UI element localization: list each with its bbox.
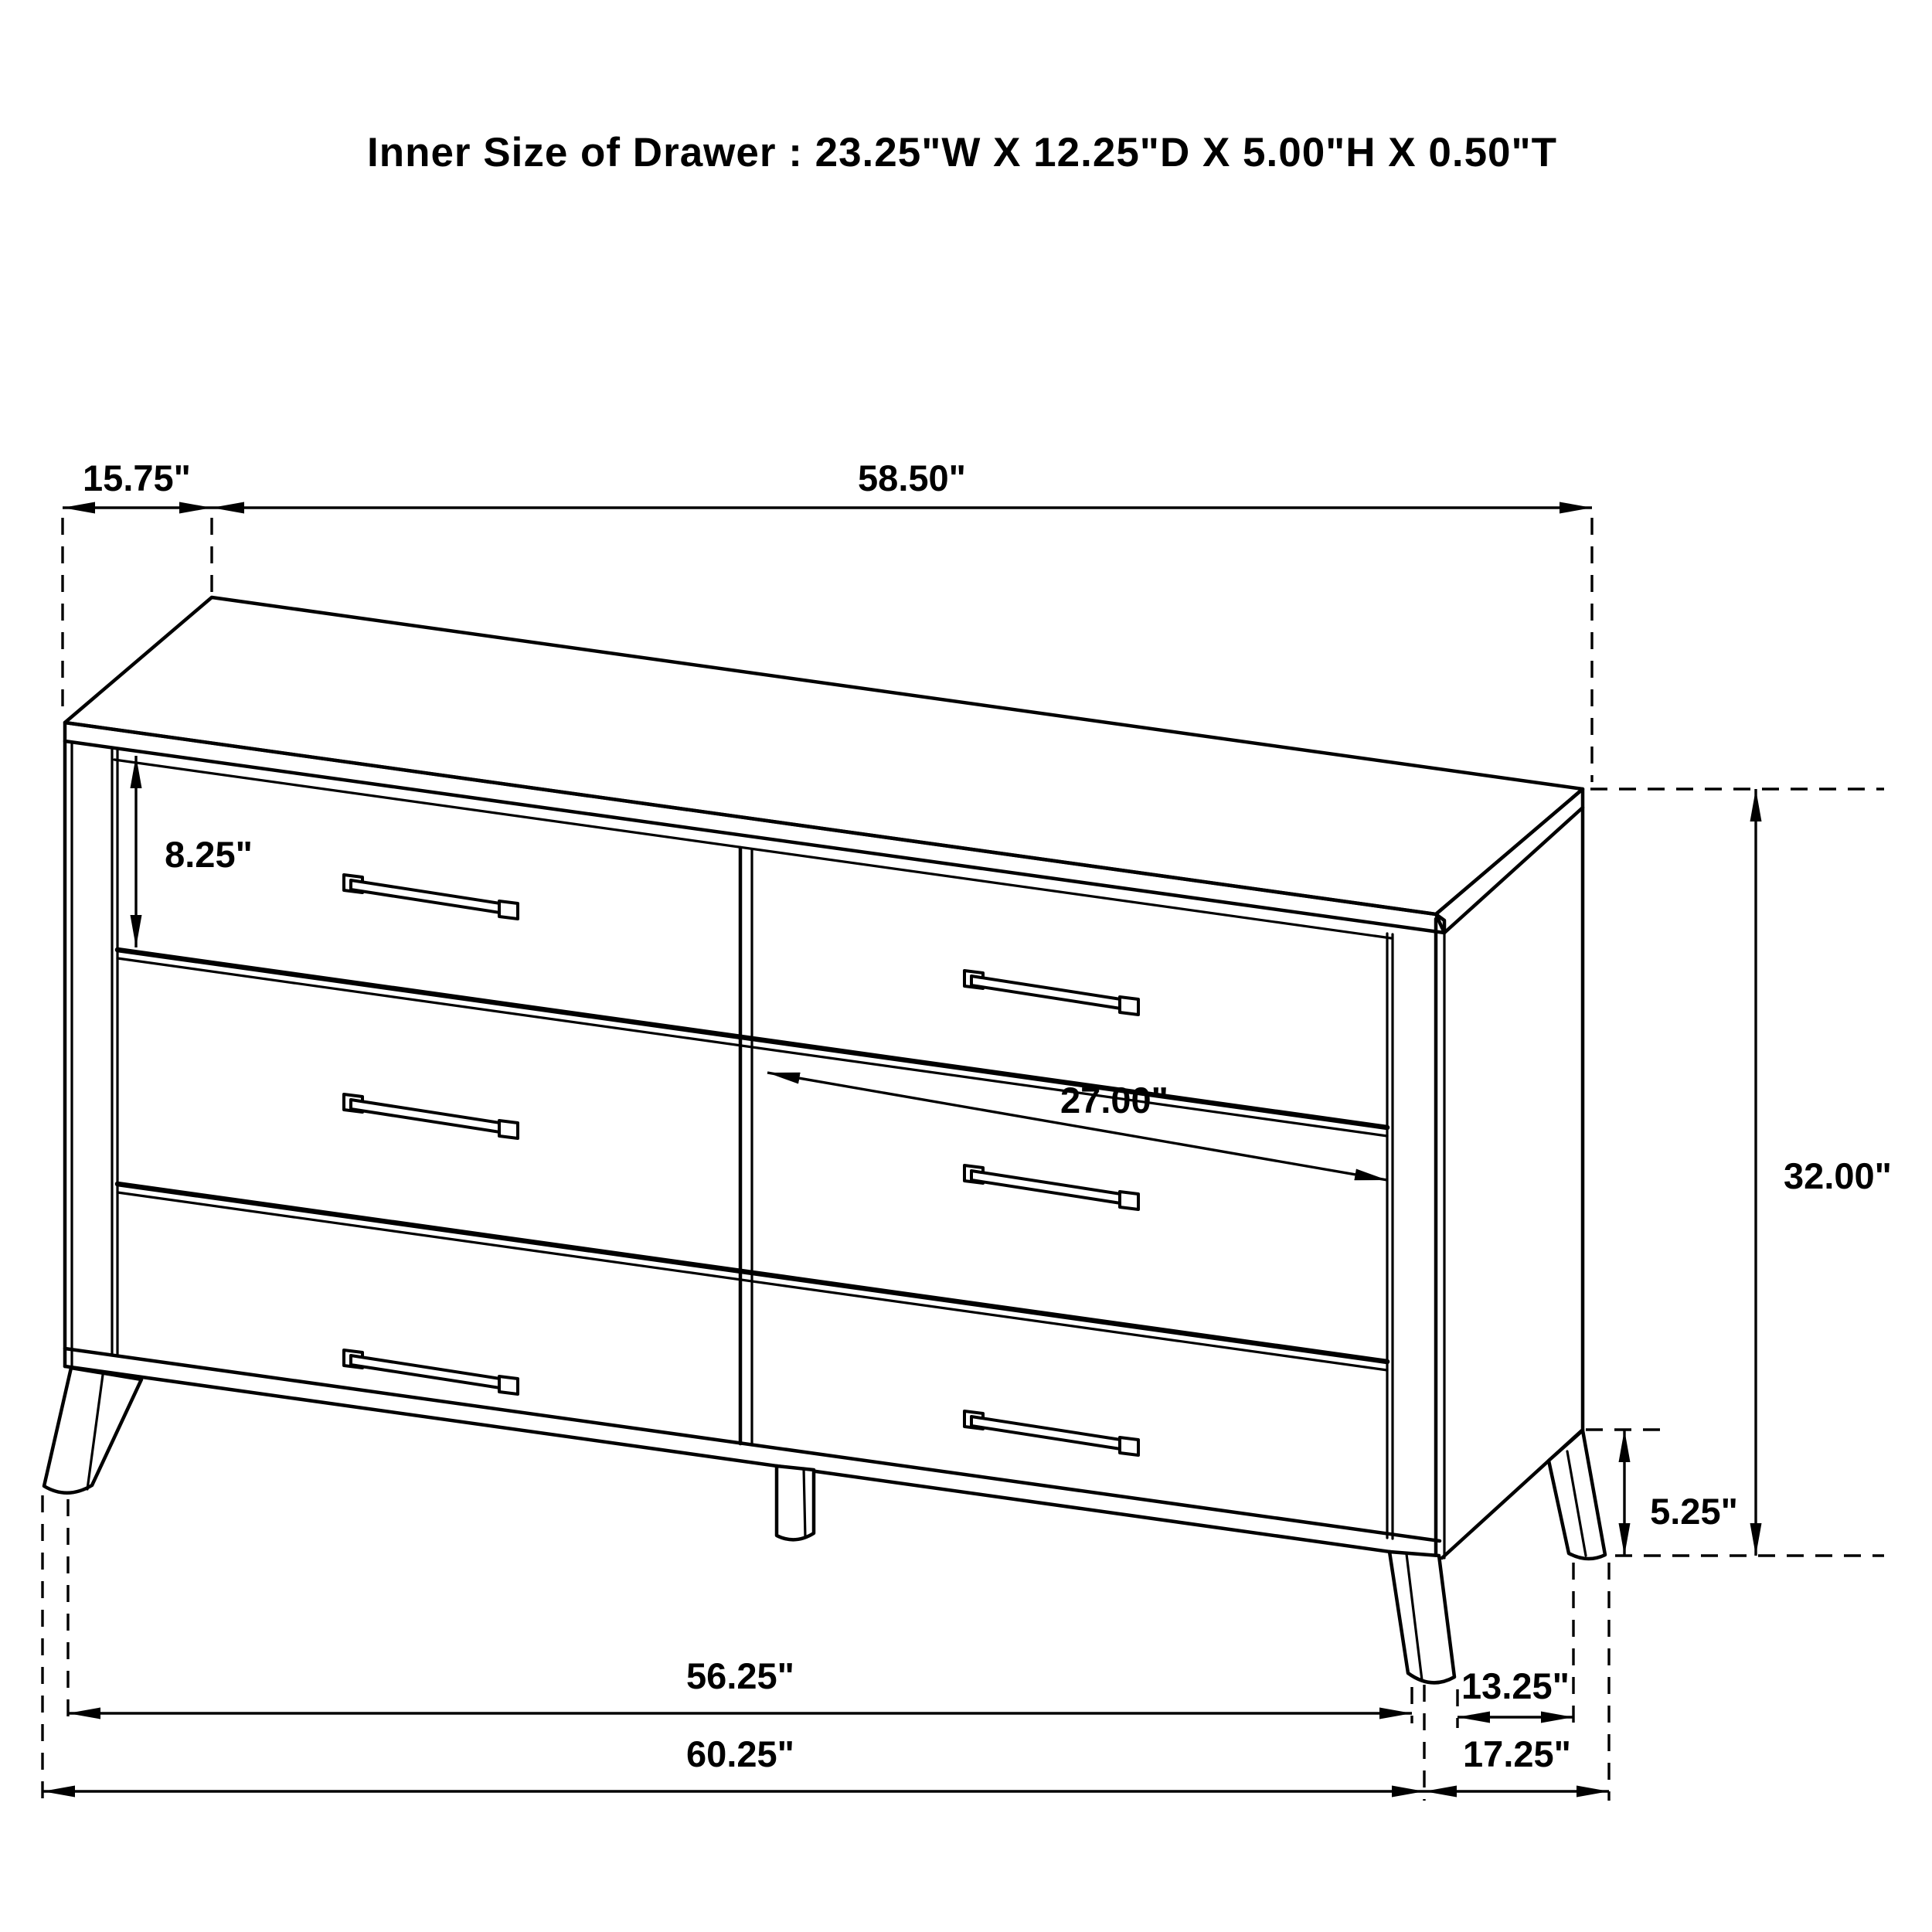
dim-front-leg-span [68, 1499, 1412, 1723]
dresser-body [65, 597, 1583, 1560]
dim-label-top-depth: 15.75" [83, 457, 191, 498]
dim-label-drawer-height: 8.25" [165, 834, 253, 875]
dim-label-overall-height: 32.00" [1784, 1155, 1892, 1196]
page-title: Inner Size of Drawer : 23.25"W X 12.25"D X 5.00"H X 0.50"T [366, 130, 1558, 175]
dim-leg-height [1586, 1430, 1738, 1556]
front-right-leg-shape [1389, 1552, 1454, 1682]
dim-label-top-width: 58.50" [858, 457, 966, 498]
dim-label-front-leg-span: 56.25" [686, 1655, 794, 1696]
dim-side-leg-span [1458, 1563, 1573, 1728]
front-left-leg-shape [44, 1368, 141, 1493]
dim-label-side-leg-span: 13.25" [1461, 1665, 1570, 1706]
dim-label-overall-width: 60.25" [686, 1733, 794, 1774]
dim-overall-height [1590, 789, 1892, 1556]
center-leg [777, 1466, 814, 1539]
dim-overall-width [43, 1495, 1424, 1801]
center-leg-shape [777, 1466, 814, 1539]
dim-label-drawer-width: 27.00" [1060, 1080, 1168, 1121]
front-right-leg [1389, 1552, 1454, 1682]
front-left-leg [44, 1368, 141, 1493]
dim-label-overall-depth: 17.25" [1463, 1733, 1571, 1774]
dim-label-leg-height: 5.25" [1650, 1491, 1738, 1532]
center-leg-edge [804, 1468, 805, 1538]
right-side-face [1442, 808, 1583, 1558]
